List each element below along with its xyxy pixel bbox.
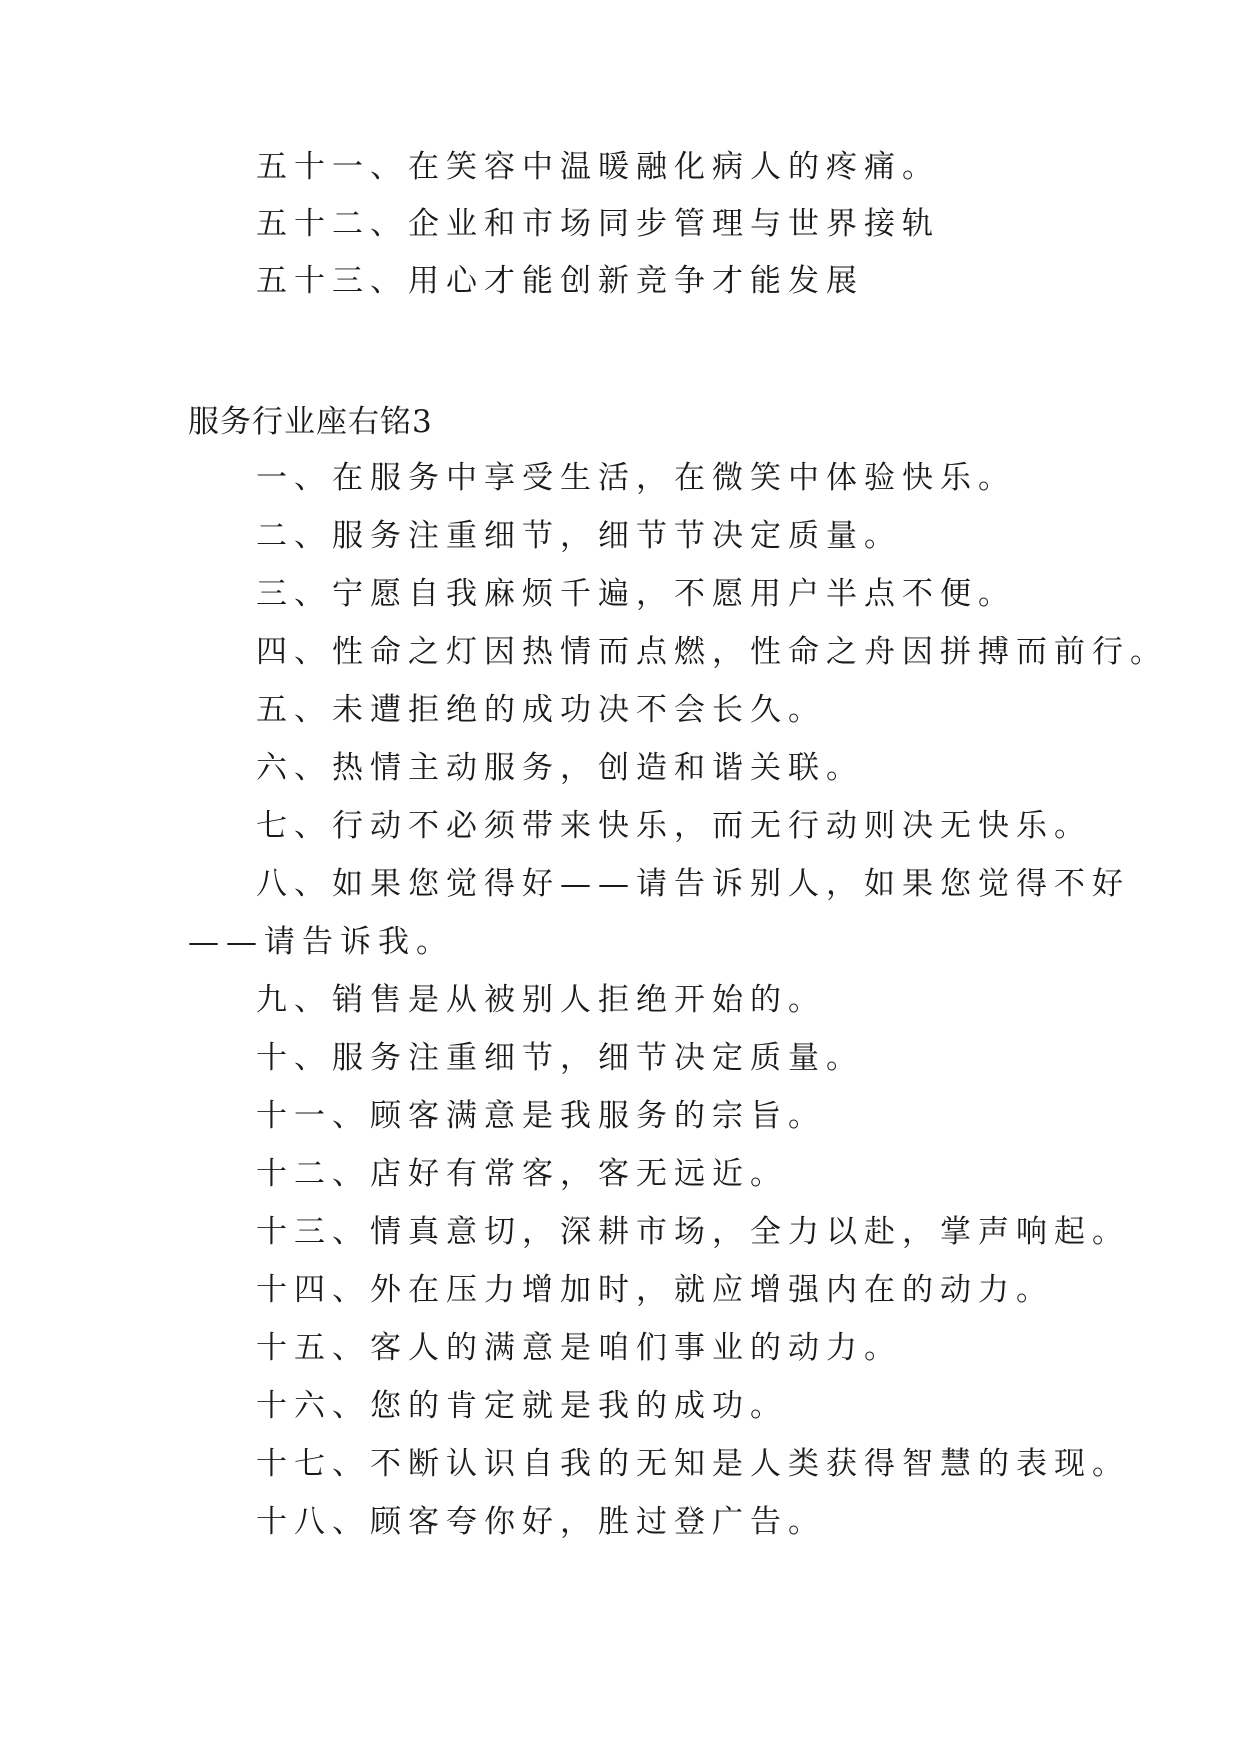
item-8-continued: ——请告诉我。 xyxy=(188,924,454,960)
item-12: 十二、店好有常客，客无远近。 xyxy=(256,1156,788,1192)
section-title: 服务行业座右铭3 xyxy=(188,404,433,440)
item-16: 十六、您的肯定就是我的成功。 xyxy=(256,1388,788,1424)
item-11: 十一、顾客满意是我服务的宗旨。 xyxy=(256,1098,826,1134)
item-17: 十七、不断认识自我的无知是人类获得智慧的表现。 xyxy=(256,1446,1130,1482)
paragraph-53: 五十三、用心才能创新竞争才能发展 xyxy=(256,263,864,299)
item-8: 八、如果您觉得好——请告诉别人，如果您觉得不好 xyxy=(256,866,1130,902)
item-7: 七、行动不必须带来快乐，而无行动则决无快乐。 xyxy=(256,808,1092,844)
paragraph-51: 五十一、在笑容中温暖融化病人的疼痛。 xyxy=(256,149,940,185)
item-3: 三、宁愿自我麻烦千遍，不愿用户半点不便。 xyxy=(256,576,1016,612)
item-6: 六、热情主动服务，创造和谐关联。 xyxy=(256,750,864,786)
item-4: 四、性命之灯因热情而点燃，性命之舟因拼搏而前行。 xyxy=(256,634,1168,670)
item-10: 十、服务注重细节，细节决定质量。 xyxy=(256,1040,864,1076)
paragraph-52: 五十二、企业和市场同步管理与世界接轨 xyxy=(256,206,940,242)
item-1: 一、在服务中享受生活，在微笑中体验快乐。 xyxy=(256,460,1016,496)
item-5: 五、未遭拒绝的成功决不会长久。 xyxy=(256,692,826,728)
item-9: 九、销售是从被别人拒绝开始的。 xyxy=(256,982,826,1018)
item-15: 十五、客人的满意是咱们事业的动力。 xyxy=(256,1330,902,1366)
item-2: 二、服务注重细节，细节节决定质量。 xyxy=(256,518,902,554)
item-14: 十四、外在压力增加时，就应增强内在的动力。 xyxy=(256,1272,1054,1308)
item-18: 十八、顾客夸你好，胜过登广告。 xyxy=(256,1504,826,1540)
item-13: 十三、情真意切，深耕市场，全力以赴，掌声响起。 xyxy=(256,1214,1130,1250)
